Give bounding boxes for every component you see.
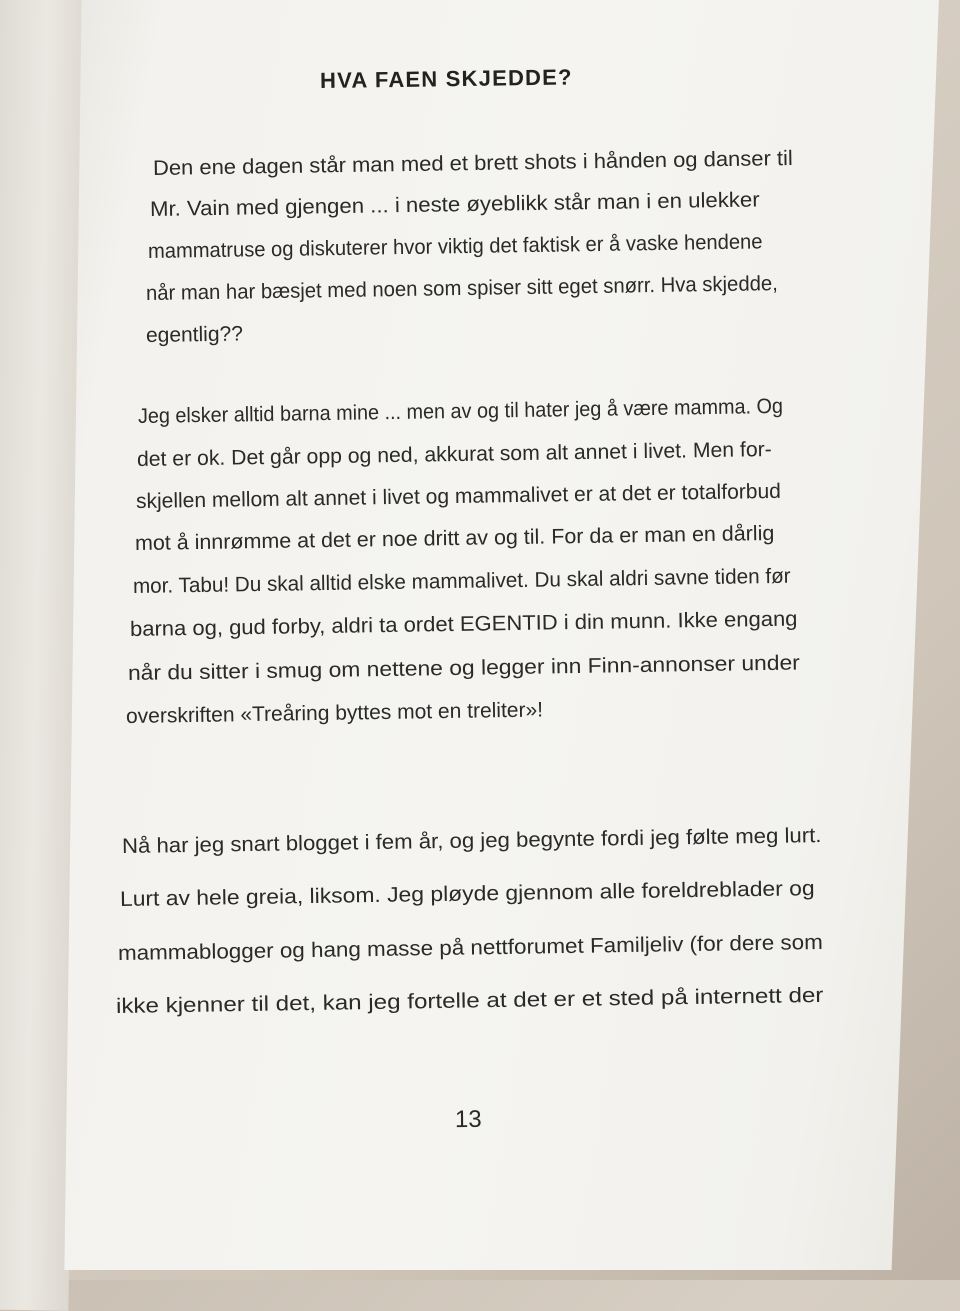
text-line: Jeg elsker alltid barna mine ... men av og til hater jeg å være mamma. Og (137, 394, 784, 428)
text-line: overskriften «Treåring byttes mot en treliter»! (125, 698, 544, 728)
text-line: Lurt av hele greia, liksom. Jeg pløyde gjennom alle foreldreblader og (119, 877, 815, 911)
text-line: Den ene dagen står man med et brett shots i hånden og danser til (152, 146, 793, 180)
text-line: egentlig?? (145, 322, 244, 347)
text-line: mammatruse og diskuterer hvor viktig det faktisk er å vaske hendene (147, 230, 763, 263)
page-number: 13 (454, 1105, 482, 1134)
text-line: mot å innrømme at det er noe dritt av og til. For da er man en dårlig (134, 521, 775, 555)
text-line: ikke kjenner til det, kan jeg fortelle at det er et sted på internett der (115, 983, 824, 1018)
text-line: Nå har jeg snart blogget i fem år, og jeg begynte fordi jeg følte meg lurt. (121, 824, 822, 858)
text-line: mor. Tabu! Du skal alltid elske mammalivet. Du skal aldri savne tiden før (132, 564, 791, 598)
text-line: Mr. Vain med gjengen ... i neste øyeblikk står man i en ulekker (149, 188, 760, 221)
text-line: mammablogger og hang masse på nettforumet Familjeliv (for dere som (117, 930, 823, 965)
text-line: når man har bæsjet med noen som spiser sitt eget snørr. Hva skjedde, (145, 272, 778, 305)
text-line: barna og, gud forby, aldri ta ordet EGENTID i din munn. Ikke engang (129, 607, 798, 641)
page-title: HVA FAEN SKJEDDE? (319, 64, 573, 94)
text-line: det er ok. Det går opp og ned, akkurat som alt annet i livet. Men for- (136, 438, 772, 471)
text-line: når du sitter i smug om nettene og legger inn Finn-annonser under (127, 651, 800, 685)
text-line: skjellen mellom alt annet i livet og mammalivet er at det er totalforbud (135, 479, 782, 513)
